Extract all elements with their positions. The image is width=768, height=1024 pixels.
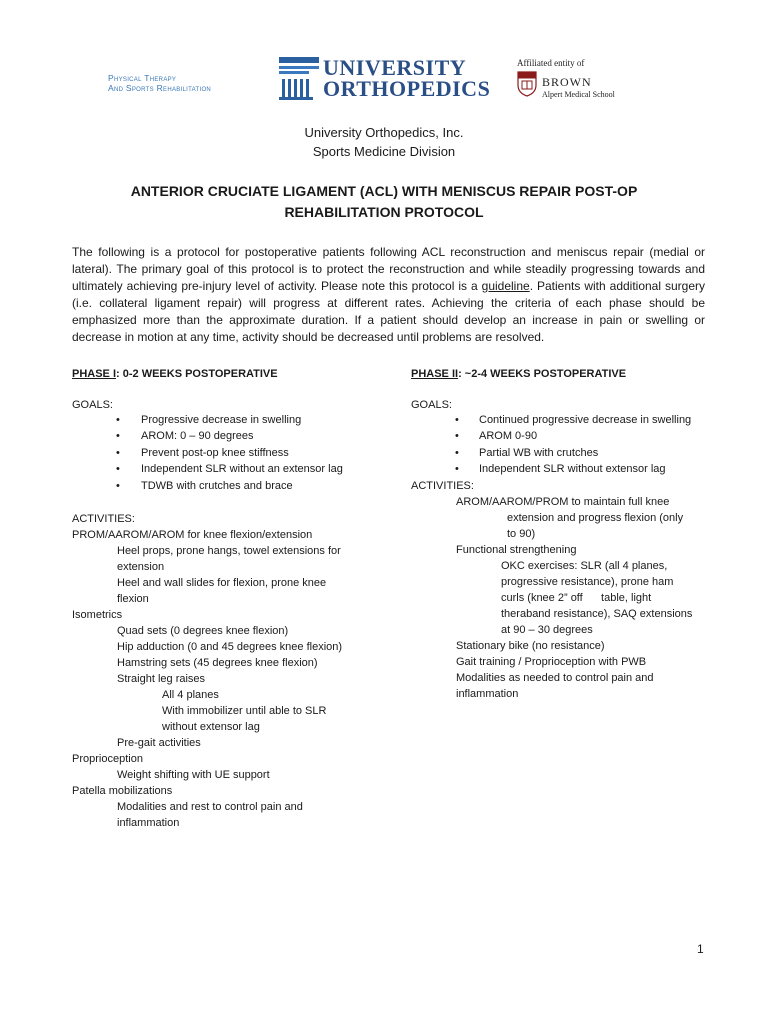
guideline-emphasis: guideline <box>481 279 530 293</box>
bullet-icon: • <box>455 463 459 475</box>
activity-line: Modalities as needed to control pain and <box>456 672 654 684</box>
phase1-goals-label: GOALS: <box>72 399 113 411</box>
list-item: • Independent SLR without extensor lag <box>455 463 666 475</box>
activity-line: Straight leg raises <box>117 673 206 685</box>
activity-line: AROM/AAROM/PROM to maintain full knee <box>456 496 670 508</box>
list-item: • Progressive decrease in swelling <box>116 414 302 426</box>
pt-logo-line1: Physical Therapy <box>108 73 177 83</box>
phase2-column <box>411 366 711 706</box>
phase2-heading <box>411 366 626 382</box>
activity-line: All 4 planes <box>162 689 219 701</box>
list-item: • AROM: 0 – 90 degrees <box>116 430 254 442</box>
activity-line: Gait training / Proprioception with PWB <box>456 656 647 668</box>
bullet-icon: • <box>116 430 120 442</box>
activity-line: Functional strengthening <box>456 544 577 556</box>
list-item: • Prevent post-op knee stiffness <box>116 447 289 459</box>
activity-line: flexion <box>117 593 149 605</box>
activity-line: With immobilizer until able to SLR <box>162 705 327 717</box>
phase1-heading <box>72 366 278 382</box>
phase2-activities-label: ACTIVITIES: <box>411 480 474 492</box>
activity-line: PROM/AAROM/AROM for knee flexion/extension <box>72 529 313 541</box>
phase1-column <box>72 366 392 836</box>
activity-line: inflammation <box>456 688 519 700</box>
uo-wordmark-line2: ORTHOPEDICS <box>323 76 491 101</box>
list-item: • Continued progressive decrease in swelling <box>455 414 692 426</box>
phase2-goals-label: GOALS: <box>411 399 452 411</box>
title-line2: REHABILITATION PROTOCOL <box>284 204 484 220</box>
brown-affiliated-text: Affiliated entity of <box>517 58 585 68</box>
division-name: Sports Medicine Division <box>312 144 456 159</box>
activity-line: Proprioception <box>72 753 143 765</box>
intro-part1: The following is a protocol for postoperative patients following ACL reconstruction and meniscus repair (medial or lateral). The primary goal of this protocol is to protect the reconstruction and while steadily progressing towards and ultimately achieving pre-injury level of activity. Please note this protocol is a <box>72 245 705 293</box>
university-orthopedics-logo-icon <box>279 57 319 100</box>
phase1-activities-label: ACTIVITIES: <box>72 513 135 525</box>
activity-line: Quad sets (0 degrees knee flexion) <box>117 625 289 637</box>
activity-line: progressive resistance), prone ham <box>501 576 674 588</box>
activity-line: OKC exercises: SLR (all 4 planes, <box>501 560 668 572</box>
brown-school: Alpert Medical School <box>542 90 615 99</box>
bullet-icon: • <box>455 414 459 426</box>
page-number: 1 <box>697 942 704 956</box>
phase2-title: : ~2-4 WEEKS POSTOPERATIVE <box>458 368 627 380</box>
document-title <box>0 181 768 223</box>
intro-paragraph <box>72 244 705 346</box>
activity-line: Heel props, prone hangs, towel extensions for <box>117 545 341 557</box>
org-header <box>0 123 768 161</box>
pt-logo-line2: And Sports Rehabilitation <box>108 83 212 93</box>
bullet-icon: • <box>455 430 459 442</box>
phase2-label: PHASE II <box>411 368 459 380</box>
activity-line: Modalities and rest to control pain and <box>117 801 303 813</box>
list-item: • Partial WB with crutches <box>455 447 599 459</box>
activity-line: curls (knee 2” off table, light <box>501 592 652 604</box>
pt-logo <box>108 73 211 93</box>
brown-affiliation-logo <box>517 58 627 99</box>
activity-line: extension and progress flexion (only <box>507 512 684 524</box>
brown-name: BROWN <box>542 75 592 89</box>
activity-line: to 90) <box>507 528 536 540</box>
activity-line: without extensor lag <box>162 721 260 733</box>
activity-line: Stationary bike (no resistance) <box>456 640 605 652</box>
activity-line: Pre-gait activities <box>117 737 201 749</box>
activity-line: at 90 – 30 degrees <box>501 624 593 636</box>
activity-line: Heel and wall slides for flexion, prone knee <box>117 577 327 589</box>
bullet-icon: • <box>116 463 120 475</box>
bullet-icon: • <box>455 447 459 459</box>
activity-line: extension <box>117 561 165 573</box>
activity-line: Patella mobilizations <box>72 785 173 797</box>
intro-part2: . Patients with additional surgery (i.e. collateral ligament repair) will progress at different rates. Achieving the criteria of each phase should be emphasized more than the approximate duration. If a patient should develop an increase in pain or swelling or decrease in motion at any time, activity should be decreased until problems are resolved. <box>72 279 705 344</box>
org-name: University Orthopedics, Inc. <box>304 125 464 140</box>
bullet-icon: • <box>116 414 120 426</box>
bullet-icon: • <box>116 447 120 459</box>
activity-line: theraband resistance), SAQ extensions <box>501 608 693 620</box>
activity-line: Isometrics <box>72 609 123 621</box>
activity-line: Weight shifting with UE support <box>117 769 270 781</box>
phase1-label: PHASE I <box>72 368 117 380</box>
activity-line: inflammation <box>117 817 180 829</box>
list-item: • AROM 0-90 <box>455 430 538 442</box>
list-item: • TDWB with crutches and brace <box>116 480 293 492</box>
list-item: • Independent SLR without an extensor lag <box>116 463 343 475</box>
phase1-title: : 0-2 WEEKS POSTOPERATIVE <box>116 368 278 380</box>
brown-shield-icon <box>517 71 537 97</box>
title-line1: ANTERIOR CRUCIATE LIGAMENT (ACL) WITH MENISCUS REPAIR POST-OP <box>130 183 638 199</box>
activity-line: Hamstring sets (45 degrees knee flexion) <box>117 657 318 669</box>
bullet-icon: • <box>116 480 120 492</box>
university-orthopedics-wordmark <box>323 57 490 99</box>
activity-line: Hip adduction (0 and 45 degrees knee flexion) <box>117 641 343 653</box>
uo-wordmark-line1: UNIVERSITY <box>323 55 467 80</box>
